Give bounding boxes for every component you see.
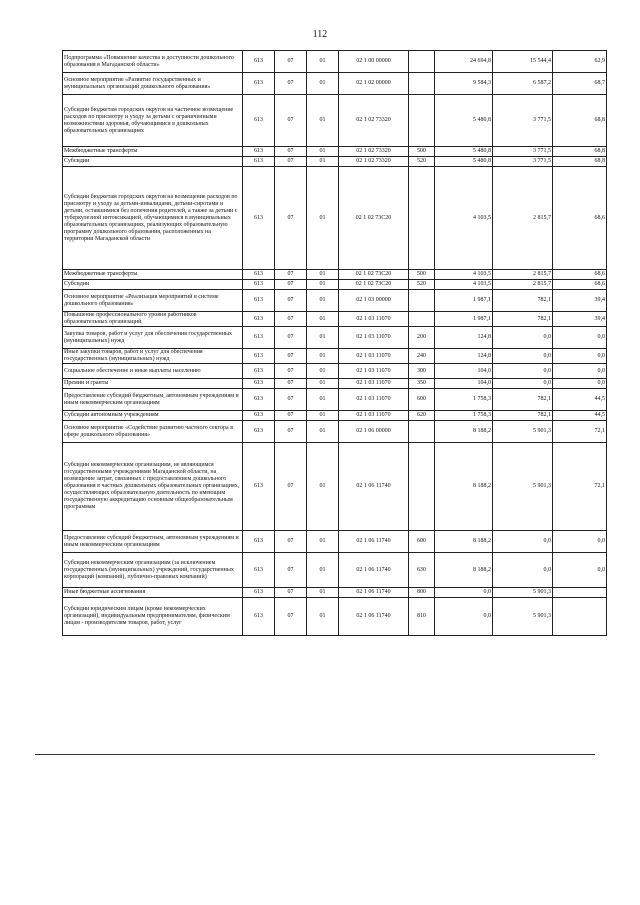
expense-type-code <box>409 312 435 327</box>
planned-amount: 104,0 <box>435 364 493 379</box>
actual-amount: 2 815,7 <box>493 280 553 290</box>
planned-amount: 8 188,2 <box>435 443 493 531</box>
expense-type-code: 500 <box>409 270 435 280</box>
expense-type-code: 520 <box>409 157 435 167</box>
table-row <box>63 443 607 531</box>
row-name: Субсидии юридическим лицам (кроме некоммерческих организаций), индивидуальным предпринимателям, физическим лицам - производителям товаров, работ, услуг <box>63 598 243 636</box>
actual-amount: 5 901,3 <box>493 598 553 636</box>
subsection-code: 01 <box>307 531 339 553</box>
target-article-code: 02 1 06 11740 <box>339 553 409 588</box>
actual-amount: 0,0 <box>493 379 553 389</box>
section-code: 07 <box>275 280 307 290</box>
execution-percent: 39,4 <box>553 312 607 327</box>
ved-code: 613 <box>243 290 275 312</box>
table-row <box>63 147 607 157</box>
target-article-code: 02 1 03 11070 <box>339 389 409 411</box>
expense-type-code: 200 <box>409 327 435 349</box>
ved-code: 613 <box>243 51 275 73</box>
subsection-code: 01 <box>307 290 339 312</box>
subsection-code: 01 <box>307 95 339 147</box>
ved-code: 613 <box>243 270 275 280</box>
table-row <box>63 280 607 290</box>
target-article-code: 02 1 03 11070 <box>339 349 409 364</box>
expense-type-code: 520 <box>409 280 435 290</box>
ved-code: 613 <box>243 327 275 349</box>
row-name: Субсидии бюджетам городских округов на частичное возмещение расходов по присмотру и уходу за детьми с ограниченными возможностями здоровья, обучающимися в дошкольных образовательных организациях <box>63 95 243 147</box>
target-article-code: 02 1 00 00000 <box>339 51 409 73</box>
subsection-code: 01 <box>307 588 339 598</box>
table-row <box>63 379 607 389</box>
target-article-code: 02 1 03 00000 <box>339 290 409 312</box>
ved-code: 613 <box>243 389 275 411</box>
subsection-code: 01 <box>307 364 339 379</box>
subsection-code: 01 <box>307 379 339 389</box>
target-article-code: 02 1 02 73320 <box>339 147 409 157</box>
ved-code: 613 <box>243 167 275 270</box>
ved-code: 613 <box>243 312 275 327</box>
section-code: 07 <box>275 379 307 389</box>
subsection-code: 01 <box>307 553 339 588</box>
target-article-code: 02 1 02 73С20 <box>339 167 409 270</box>
execution-percent: 68,8 <box>553 157 607 167</box>
table-row <box>63 553 607 588</box>
target-article-code: 02 1 02 73С20 <box>339 280 409 290</box>
expense-type-code: 810 <box>409 598 435 636</box>
budget-table-body <box>63 51 607 636</box>
expense-type-code: 630 <box>409 553 435 588</box>
row-name: Субсидии автономным учреждениям <box>63 411 243 421</box>
section-code: 07 <box>275 312 307 327</box>
expense-type-code: 300 <box>409 364 435 379</box>
table-row <box>63 327 607 349</box>
section-code: 07 <box>275 147 307 157</box>
row-name: Подпрограмма «Повышение качества и доступности дошкольного образования в Магаданской области» <box>63 51 243 73</box>
target-article-code: 02 1 06 11740 <box>339 531 409 553</box>
row-name: Социальное обеспечение и иные выплаты населению <box>63 364 243 379</box>
planned-amount: 4 103,5 <box>435 280 493 290</box>
table-row <box>63 588 607 598</box>
row-name: Субсидии <box>63 280 243 290</box>
expense-type-code: 600 <box>409 389 435 411</box>
target-article-code: 02 1 03 11070 <box>339 364 409 379</box>
row-name: Иные закупки товаров, работ и услуг для обеспечения государственных (муниципальных) нужд <box>63 349 243 364</box>
expense-type-code: 800 <box>409 588 435 598</box>
expense-type-code: 240 <box>409 349 435 364</box>
table-row <box>63 270 607 280</box>
execution-percent: 0,0 <box>553 531 607 553</box>
actual-amount: 5 901,3 <box>493 588 553 598</box>
ved-code: 613 <box>243 588 275 598</box>
table-row <box>63 157 607 167</box>
subsection-code: 01 <box>307 167 339 270</box>
section-code: 07 <box>275 443 307 531</box>
subsection-code: 01 <box>307 157 339 167</box>
actual-amount: 782,1 <box>493 312 553 327</box>
section-code: 07 <box>275 327 307 349</box>
ved-code: 613 <box>243 411 275 421</box>
target-article-code: 02 1 02 73320 <box>339 95 409 147</box>
target-article-code: 02 1 06 00000 <box>339 421 409 443</box>
section-code: 07 <box>275 389 307 411</box>
planned-amount: 24 694,8 <box>435 51 493 73</box>
planned-amount: 4 103,5 <box>435 270 493 280</box>
ved-code: 613 <box>243 598 275 636</box>
subsection-code: 01 <box>307 51 339 73</box>
target-article-code: 02 1 06 11740 <box>339 598 409 636</box>
subsection-code: 01 <box>307 389 339 411</box>
execution-percent: 68,8 <box>553 95 607 147</box>
section-code: 07 <box>275 270 307 280</box>
target-article-code: 02 1 06 11740 <box>339 588 409 598</box>
expense-type-code <box>409 443 435 531</box>
ved-code: 613 <box>243 157 275 167</box>
target-article-code: 02 1 03 11070 <box>339 379 409 389</box>
target-article-code: 02 1 02 00000 <box>339 73 409 95</box>
table-row <box>63 364 607 379</box>
section-code: 07 <box>275 73 307 95</box>
planned-amount: 9 584,3 <box>435 73 493 95</box>
execution-percent: 0,0 <box>553 553 607 588</box>
actual-amount: 3 771,5 <box>493 157 553 167</box>
subsection-code: 01 <box>307 421 339 443</box>
subsection-code: 01 <box>307 270 339 280</box>
ved-code: 613 <box>243 443 275 531</box>
execution-percent: 68,6 <box>553 167 607 270</box>
execution-percent: 68,7 <box>553 73 607 95</box>
subsection-code: 01 <box>307 280 339 290</box>
planned-amount: 124,8 <box>435 327 493 349</box>
expense-type-code <box>409 290 435 312</box>
execution-percent: 0,0 <box>553 327 607 349</box>
section-code: 07 <box>275 411 307 421</box>
planned-amount: 1 758,3 <box>435 389 493 411</box>
row-name: Основное мероприятие «Реализация мероприятий в системе дошкольного образования» <box>63 290 243 312</box>
execution-percent <box>553 598 607 636</box>
ved-code: 613 <box>243 364 275 379</box>
expense-type-code: 500 <box>409 147 435 157</box>
row-name: Субсидии некоммерческим организациям, не являющимся государственными учреждениями Магаданской области, на возмещение затрат, связанных с предоставлением дошкольного образования в частных дошкольных образовательных организациях, осуществляющих образовательную деятельность по имеющим государственную аккредитацию основным общеобразовательным программам <box>63 443 243 531</box>
execution-percent: 0,0 <box>553 379 607 389</box>
row-name: Повышение профессионального уровня работников образовательных организаций <box>63 312 243 327</box>
planned-amount: 5 480,8 <box>435 147 493 157</box>
actual-amount: 782,1 <box>493 389 553 411</box>
section-code: 07 <box>275 95 307 147</box>
table-row <box>63 531 607 553</box>
budget-table <box>62 50 607 636</box>
section-code: 07 <box>275 553 307 588</box>
row-name: Предоставление субсидий бюджетным, автономным учреждениям и иным некоммерческим организациям <box>63 531 243 553</box>
execution-percent: 0,0 <box>553 349 607 364</box>
subsection-code: 01 <box>307 327 339 349</box>
planned-amount: 1 987,1 <box>435 290 493 312</box>
section-code: 07 <box>275 157 307 167</box>
page-number: 112 <box>312 29 328 40</box>
execution-percent: 44,5 <box>553 389 607 411</box>
actual-amount: 782,1 <box>493 411 553 421</box>
table-row <box>63 73 607 95</box>
expense-type-code: 620 <box>409 411 435 421</box>
table-row <box>63 167 607 270</box>
planned-amount: 5 480,8 <box>435 95 493 147</box>
section-code: 07 <box>275 598 307 636</box>
table-row <box>63 290 607 312</box>
table-row <box>63 421 607 443</box>
expense-type-code: 350 <box>409 379 435 389</box>
actual-amount: 15 544,4 <box>493 51 553 73</box>
execution-percent: 68,6 <box>553 270 607 280</box>
actual-amount: 782,1 <box>493 290 553 312</box>
planned-amount: 8 188,2 <box>435 553 493 588</box>
actual-amount: 0,0 <box>493 531 553 553</box>
subsection-code: 01 <box>307 73 339 95</box>
subsection-code: 01 <box>307 411 339 421</box>
row-name: Основное мероприятие «Содействие развитию частного сектора в сфере дошкольного образования» <box>63 421 243 443</box>
section-code: 07 <box>275 364 307 379</box>
expense-type-code: 600 <box>409 531 435 553</box>
actual-amount: 0,0 <box>493 364 553 379</box>
table-row <box>63 598 607 636</box>
section-code: 07 <box>275 349 307 364</box>
planned-amount: 4 103,5 <box>435 167 493 270</box>
ved-code: 613 <box>243 379 275 389</box>
actual-amount: 2 815,7 <box>493 167 553 270</box>
section-code: 07 <box>275 167 307 270</box>
planned-amount: 8 188,2 <box>435 531 493 553</box>
row-name: Премии и гранты <box>63 379 243 389</box>
table-row <box>63 312 607 327</box>
actual-amount: 6 587,2 <box>493 73 553 95</box>
target-article-code: 02 1 03 11070 <box>339 327 409 349</box>
table-row <box>63 95 607 147</box>
ved-code: 613 <box>243 421 275 443</box>
execution-percent: 72,1 <box>553 421 607 443</box>
target-article-code: 02 1 03 11070 <box>339 411 409 421</box>
table-row <box>63 389 607 411</box>
section-code: 07 <box>275 531 307 553</box>
execution-percent <box>553 588 607 598</box>
actual-amount: 3 771,5 <box>493 95 553 147</box>
row-name: Межбюджетные трансферты <box>63 270 243 280</box>
target-article-code: 02 1 06 11740 <box>339 443 409 531</box>
execution-percent: 39,4 <box>553 290 607 312</box>
section-code: 07 <box>275 421 307 443</box>
actual-amount: 0,0 <box>493 349 553 364</box>
planned-amount: 0,0 <box>435 588 493 598</box>
section-code: 07 <box>275 290 307 312</box>
row-name: Основное мероприятие «Развитие государственных и муниципальных организаций дошкольного образования» <box>63 73 243 95</box>
planned-amount: 104,0 <box>435 379 493 389</box>
ved-code: 613 <box>243 280 275 290</box>
row-name: Закупка товаров, работ и услуг для обеспечения государственных (муниципальных) нужд <box>63 327 243 349</box>
execution-percent: 62,9 <box>553 51 607 73</box>
actual-amount: 2 815,7 <box>493 270 553 280</box>
target-article-code: 02 1 03 11070 <box>339 312 409 327</box>
actual-amount: 5 901,3 <box>493 443 553 531</box>
row-name: Предоставление субсидий бюджетным, автономным учреждениям и иным некоммерческим организациям <box>63 389 243 411</box>
ved-code: 613 <box>243 147 275 157</box>
actual-amount: 5 901,3 <box>493 421 553 443</box>
execution-percent: 68,6 <box>553 280 607 290</box>
ved-code: 613 <box>243 531 275 553</box>
table-row <box>63 51 607 73</box>
section-code: 07 <box>275 588 307 598</box>
subsection-code: 01 <box>307 443 339 531</box>
execution-percent: 44,5 <box>553 411 607 421</box>
planned-amount: 8 188,2 <box>435 421 493 443</box>
ved-code: 613 <box>243 553 275 588</box>
row-name: Межбюджетные трансферты <box>63 147 243 157</box>
planned-amount: 0,0 <box>435 598 493 636</box>
subsection-code: 01 <box>307 147 339 157</box>
execution-percent: 0,0 <box>553 364 607 379</box>
section-code: 07 <box>275 51 307 73</box>
execution-percent: 72,1 <box>553 443 607 531</box>
table-row <box>63 349 607 364</box>
target-article-code: 02 1 02 73С20 <box>339 270 409 280</box>
planned-amount: 1 758,3 <box>435 411 493 421</box>
planned-amount: 5 480,8 <box>435 157 493 167</box>
planned-amount: 1 987,1 <box>435 312 493 327</box>
expense-type-code <box>409 51 435 73</box>
row-name: Субсидии <box>63 157 243 167</box>
subsection-code: 01 <box>307 349 339 364</box>
ved-code: 613 <box>243 73 275 95</box>
actual-amount: 0,0 <box>493 327 553 349</box>
table-row <box>63 411 607 421</box>
row-name: Субсидии некоммерческим организациям (за исключением государственных (муниципальных) учреждений, государственных корпораций (компаний), публично-правовых компаний) <box>63 553 243 588</box>
ved-code: 613 <box>243 95 275 147</box>
separator-line <box>35 754 595 755</box>
row-name: Иные бюджетные ассигнования <box>63 588 243 598</box>
subsection-code: 01 <box>307 598 339 636</box>
row-name: Субсидии бюджетам городских округов на возмещение расходов по присмотру и уходу за детьми-инвалидами, детьми-сиротами и детьми, оставшимися без попечения родителей, а также за детьми с туберкулезной интоксикацией, обучающимися в муниципальных образовательных организациях, реализующих образовательную программу дошкольного образования, расположенных на территории Магаданской области <box>63 167 243 270</box>
ved-code: 613 <box>243 349 275 364</box>
expense-type-code <box>409 167 435 270</box>
expense-type-code <box>409 421 435 443</box>
target-article-code: 02 1 02 73320 <box>339 157 409 167</box>
expense-type-code <box>409 95 435 147</box>
planned-amount: 124,8 <box>435 349 493 364</box>
expense-type-code <box>409 73 435 95</box>
actual-amount: 3 771,5 <box>493 147 553 157</box>
actual-amount: 0,0 <box>493 553 553 588</box>
execution-percent: 68,8 <box>553 147 607 157</box>
subsection-code: 01 <box>307 312 339 327</box>
